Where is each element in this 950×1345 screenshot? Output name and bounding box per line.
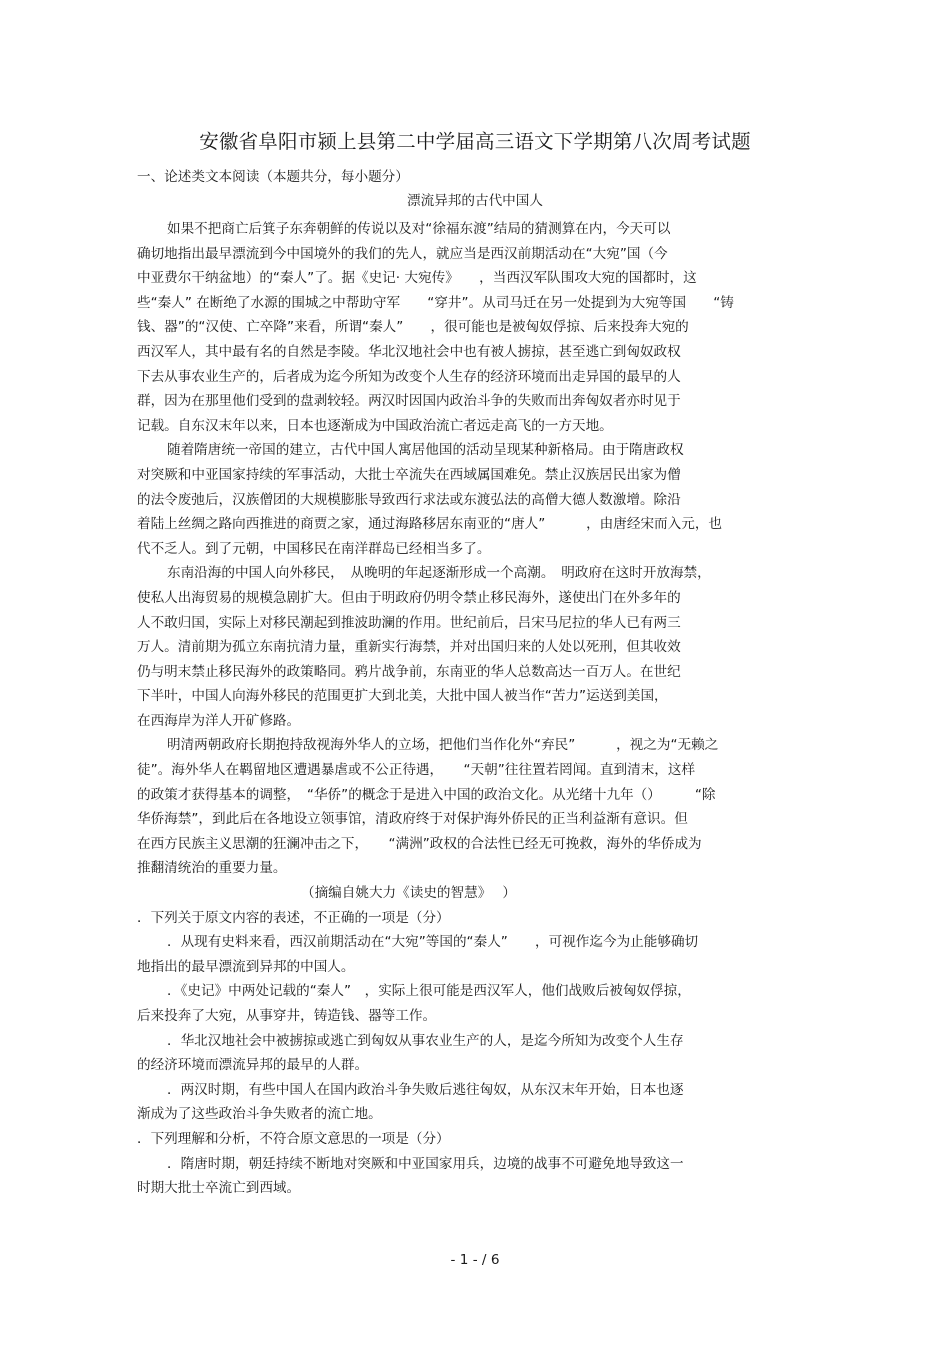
text-line: 推翻清统治的重要力量。: [137, 860, 287, 877]
option-line: 地指出的最早漂流到异邦的中国人。: [137, 958, 355, 975]
text-line: 的政策才获得基本的调整， “华侨”的概念于是进入中国的政治文化。从光绪十九年（） “除: [137, 786, 716, 803]
text-line: 钱、器”的“汉使、亡卒降”来看，所谓“秦人” ，很可能也是被匈奴俘掠、后来投奔大宛的: [137, 319, 689, 336]
text-line: 东南沿海的中国人向外移民， 从晚明的年起逐渐形成一个高潮。 明政府在这时开放海禁，: [167, 565, 711, 582]
option-line: ．华北汉地社会中被掳掠或逃亡到匈奴从事农业生产的人，是迄今所知为改变个人生存: [167, 1032, 684, 1049]
text-line: 华侨海禁”，到此后在各地设立领事馆，清政府终于对保护海外侨民的正当利益渐有意识。但: [137, 811, 688, 828]
text-line: 西汉军人，其中最有名的自然是李陵。华北汉地社会中也有被人掳掠，甚至逃亡到匈奴政权: [137, 343, 681, 360]
text-line: 中亚费尔干纳盆地）的“秦人”了。据《史记· 大宛传》 ，当西汉军队围攻大宛的国都时，这: [137, 270, 697, 287]
option-line: ．隋唐时期，朝廷持续不断地对突厥和中亚国家用兵，边境的战事不可避免地导致这一: [167, 1155, 684, 1172]
option-line: 时期大批士卒流亡到西域。: [137, 1180, 301, 1197]
text-line: 在西方民族主义思潮的狂澜冲击之下， “满洲”政权的合法性已经无可挽救，海外的华侨成为: [137, 835, 702, 852]
exam-title: 安徽省阜阳市颍上县第二中学届高三语文下学期第八次周考试题: [199, 130, 751, 153]
text-line: 着陆上丝绸之路向西推进的商贾之家，通过海路移居东南亚的“唐人” ，由唐经宋而入元，也: [137, 516, 723, 533]
option-line: ．《史记》中两处记载的“秦人” ，实际上很可能是西汉军人，他们战败后被匈奴俘掠，: [167, 983, 691, 1000]
text-line: 对突厥和中亚国家持续的军事活动，大批士卒流失在西域属国难免。禁止汉族居民出家为僧: [137, 466, 681, 483]
text-line: 如果不把商亡后箕子东奔朝鲜的传说以及对“徐福东渡”结局的猜测算在内，今天可以: [167, 221, 671, 237]
text-line: 下半叶，中国人向海外移民的范围更扩大到北美，大批中国人被当作“苦力”运送到美国，: [137, 688, 668, 705]
source-citation: （摘编自姚大力《读史的智慧》 ）: [301, 885, 517, 902]
section-heading: 一、论述类文本阅读（本题共分，每小题分）: [137, 169, 409, 185]
option-line: 渐成为了这些政治斗争失败者的流亡地。: [137, 1106, 382, 1123]
text-line: 确切地指出最早漂流到今中国境外的我们的先人，就应当是西汉前期活动在“大宛”国（今: [137, 245, 668, 262]
text-line: 代不乏人。到了元朝，中国移民在南洋群岛已经相当多了。: [137, 540, 491, 557]
text-line: 的法令废弛后，汉族僧团的大规模膨胀导致西行求法或东渡弘法的高僧大德人数激增。除沿: [137, 491, 681, 508]
text-line: 随着隋唐统一帝国的建立，古代中国人寓居他国的活动呈现某种新格局。由于隋唐政权: [167, 442, 684, 459]
option-line: ．两汉时期，有些中国人在国内政治斗争失败后逃往匈奴，从东汉末年开始，日本也逐: [167, 1081, 684, 1098]
option-line: 后来投奔了大宛，从事穿井，铸造钱、器等工作。: [137, 1008, 437, 1024]
page-number: - 1 - / 6: [450, 1252, 500, 1268]
question-stem: ．下列关于原文内容的表述，不正确的一项是（分）: [137, 909, 450, 926]
text-line: 仍与明末禁止移民海外的政策略同。鸦片战争前，东南亚的华人总数高达一百万人。在世纪: [137, 663, 681, 680]
text-line: 群，因为在那里他们受到的盘剥较轻。两汉时因国内政治斗争的失败而出奔匈奴者亦时见于: [137, 393, 681, 410]
article-body: [137, 217, 817, 1201]
text-line: 明清两朝政府长期抱持敌视海外华人的立场，把他们当作化外“弃民” ，视之为“无赖之: [167, 737, 719, 754]
text-line: 下去从事农业生产的，后者成为迄今所知为改变个人生存的经济环境而出走异国的最早的人: [137, 368, 681, 385]
question-stem: ．下列理解和分析，不符合原文意思的一项是（分）: [137, 1130, 450, 1147]
option-line: ．从现有史料来看，西汉前期活动在“大宛”等国的“秦人” ，可视作迄今为止能够确切: [167, 934, 699, 951]
text-line: 万人。清前期为孤立东南抗清力量，重新实行海禁，并对出国归来的人处以死刑，但其收效: [137, 639, 681, 656]
text-line: 在西海岸为洋人开矿修路。: [137, 712, 301, 729]
option-line: 的经济环境而漂流异邦的最早的人群。: [137, 1057, 369, 1074]
text-line: 徒”。海外华人在羁留地区遭遇暴虐或不公正待遇， “天朝”往往置若罔闻。直到清末，这样: [137, 762, 696, 779]
article-title: 漂流异邦的古代中国人: [407, 193, 543, 209]
text-line: 使私人出海贸易的规模急剧扩大。但由于明政府仍明令禁止移民海外，遂使出门在外多年的: [137, 589, 681, 606]
text-line: 些“秦人” 在断绝了水源的围城之中帮助守军 “穿井”。从司马迁在另一处提到为大宛等国 “铸: [137, 294, 734, 311]
text-line: 人不敢归国，实际上对移民潮起到推波助澜的作用。世纪前后，吕宋马尼拉的华人已有两三: [137, 614, 681, 631]
text-line: 记载。自东汉末年以来，日本也逐渐成为中国政治流亡者远走高飞的一方天地。: [137, 417, 613, 434]
